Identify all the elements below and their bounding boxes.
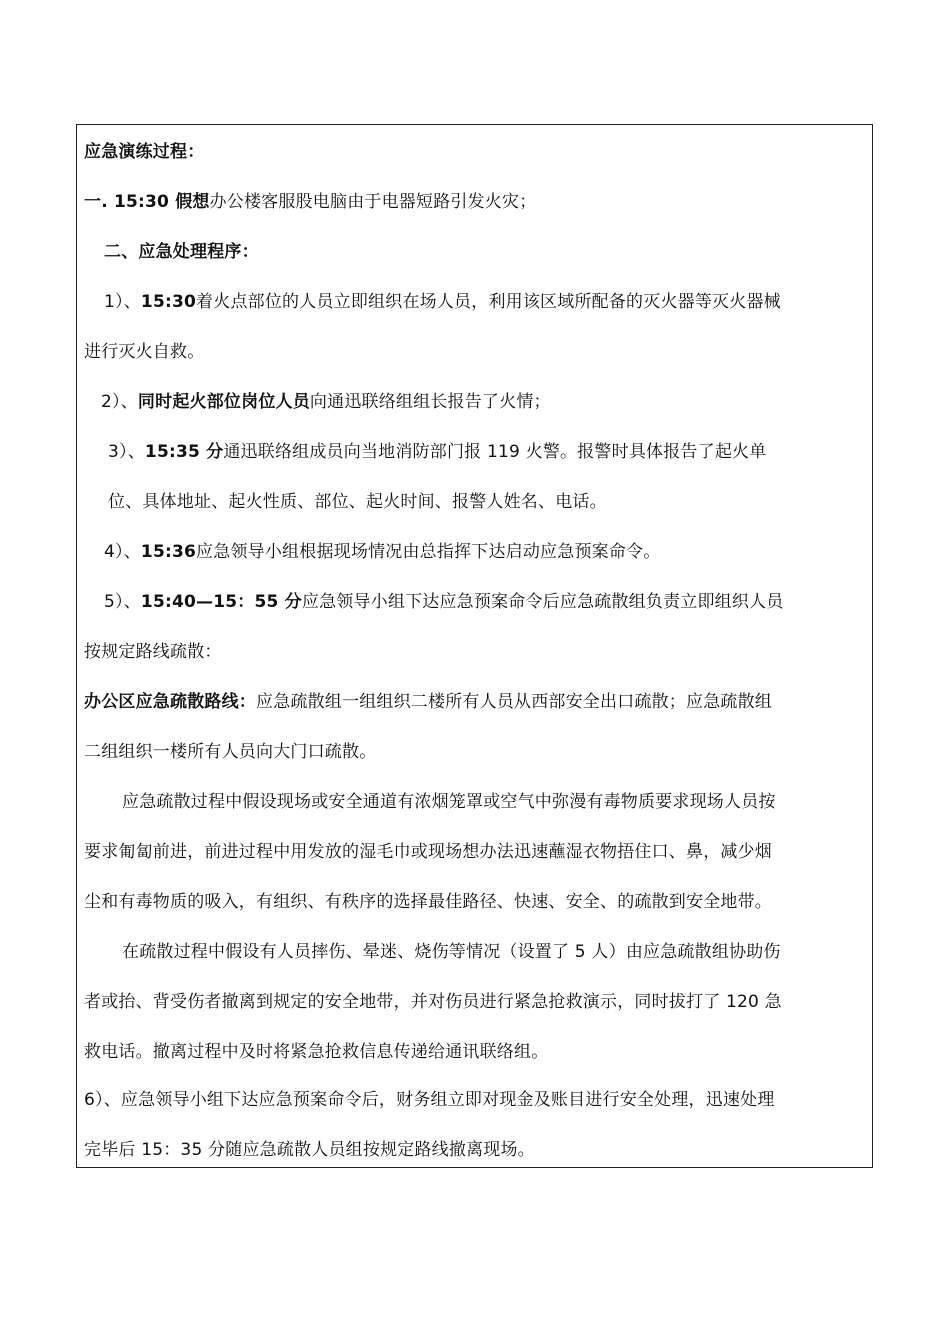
document-title: 应急演练过程： bbox=[84, 142, 205, 162]
route-line2: 二组组织一楼所有人员向大门口疏散。 bbox=[84, 742, 377, 762]
injury-line3: 救电话。撤离过程中及时将紧急抢救信息传递给通讯联络组。 bbox=[84, 1042, 549, 1062]
step2-line bbox=[101, 390, 551, 414]
injury-line2: 者或抬、背受伤者撤离到规定的安全地带，并对伤员进行紧急抢救演示，同时拔打了 120 急 bbox=[84, 992, 782, 1012]
smoke-line3: 尘和有毒物质的吸入，有组织、有秩序的选择最佳路径、快速、安全、的疏散到安全地带。 bbox=[84, 892, 772, 912]
scenario-time: 一. 15:30 假想 bbox=[84, 192, 210, 212]
route-text: 应急疏散组一组组织二楼所有人员从西部安全出口疏散；应急疏散组 bbox=[256, 692, 772, 712]
step4-text: 应急领导小组根据现场情况由总指挥下达启动应急预案命令。 bbox=[196, 542, 661, 562]
route-label: 办公区应急疏散路线： bbox=[84, 692, 256, 712]
step1-prefix: 1）、 bbox=[104, 292, 141, 312]
step3-line1 bbox=[108, 440, 766, 464]
step5-line1 bbox=[104, 590, 783, 614]
step2-actor: 同时起火部位岗位人员 bbox=[137, 392, 310, 412]
paragraph-scenario bbox=[84, 190, 536, 214]
scenario-text: 办公楼客服股电脑由于电器短路引发火灾； bbox=[209, 192, 537, 212]
step2-text: 向通迅联络组组长报告了火情； bbox=[309, 392, 551, 412]
step3-time: 15:35 分 bbox=[144, 442, 224, 462]
step1-text: 着火点部位的人员立即组织在场人员，利用该区域所配备的灭火器等灭火器械 bbox=[196, 292, 781, 312]
injury-line1: 在疏散过程中假设有人员摔伤、晕迷、烧伤等情况（设置了 5 人）由应急疏散组协助伤 bbox=[122, 942, 781, 962]
step3-text: 通迅联络组成员向当地消防部门报 119 火警。报警时具体报告了起火单 bbox=[223, 442, 767, 462]
step4-time: 15:36 bbox=[140, 542, 197, 562]
step4-line bbox=[104, 540, 660, 564]
step5-line2: 按规定路线疏散： bbox=[84, 642, 222, 662]
step4-prefix: 4）、 bbox=[104, 542, 141, 562]
smoke-line2: 要求匍匐前进，前进过程中用发放的湿毛巾或现场想办法迅速蘸湿衣物捂住口、鼻，减少烟 bbox=[84, 842, 772, 862]
step1-line1 bbox=[104, 290, 781, 314]
step2-prefix: 2）、 bbox=[101, 392, 138, 412]
section-heading: 二、应急处理程序： bbox=[104, 242, 259, 262]
step5-text: 应急领导小组下达应急预案命令后应急疏散组负责立即组织人员 bbox=[301, 592, 784, 612]
step3-line2: 位、具体地址、起火性质、部位、起火时间、报警人姓名、电话。 bbox=[108, 492, 607, 512]
step5-prefix: 5）、 bbox=[104, 592, 141, 612]
step6-line2: 完毕后 15：35 分随应急疏散人员组按规定路线撤离现场。 bbox=[84, 1140, 535, 1160]
step6-line1: 6）、应急领导小组下达应急预案命令后，财务组立即对现金及账目进行安全处理，迅速处理 bbox=[84, 1090, 775, 1110]
step5-time: 15:40—15：55 分 bbox=[140, 592, 302, 612]
step1-line2: 进行灭火自救。 bbox=[84, 342, 205, 362]
step1-time: 15:30 bbox=[140, 292, 197, 312]
route-line1 bbox=[84, 690, 772, 714]
smoke-line1: 应急疏散过程中假设现场或安全通道有浓烟笼罩或空气中弥漫有毒物质要求现场人员按 bbox=[122, 792, 776, 812]
step3-prefix: 3）、 bbox=[108, 442, 145, 462]
